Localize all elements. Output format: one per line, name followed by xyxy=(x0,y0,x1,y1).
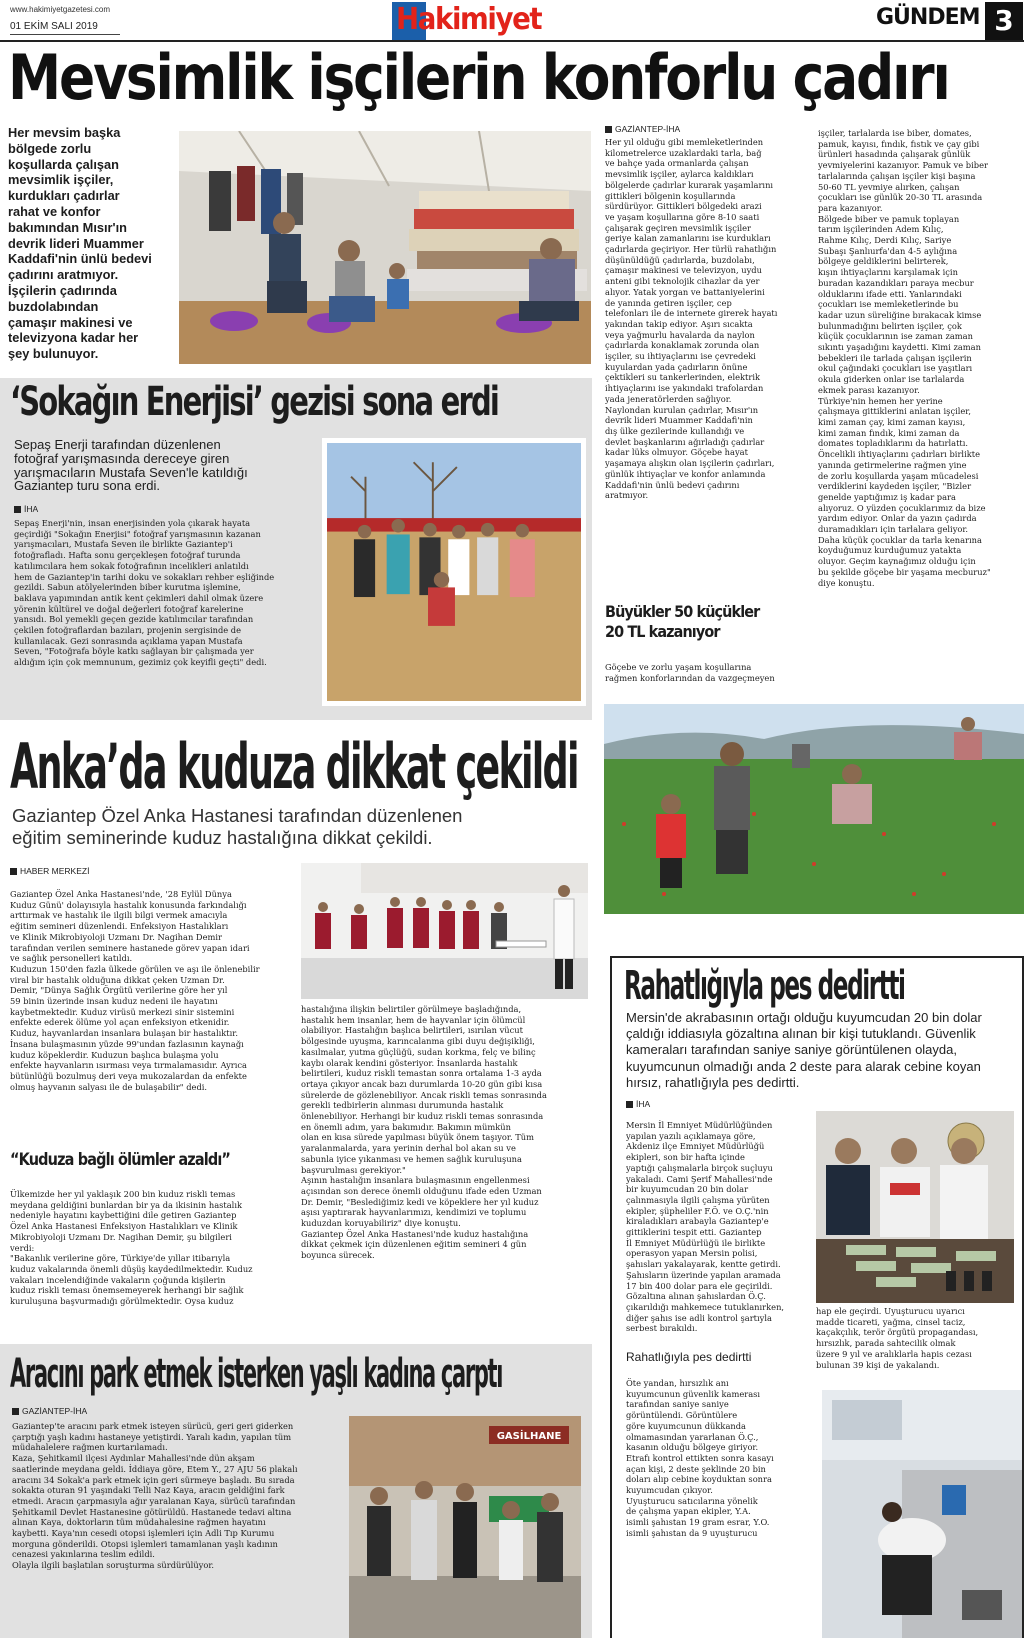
date-rule xyxy=(10,34,120,35)
anka-col1-text-2: Ülkemizde her yıl yaklaşık 200 bin kuduz riskli temas meydana geldiğini bunlardan bir ya da ikisinin hastalık nedeniyle hayatını kaybettiğini dile getiren Gaziantep Özel Anka Hastanesi Enfeksiyon Hastalıkları ve Klinik Mikrobiyoloji Uzmanı Dr. Nagihan Demir, şu bilgileri verdi: "Bakanlık verilerine göre, Türkiye'de yıllar itibarıyla kuduz vakalarında önemli düşüş kaydedilmektedir. Kuduz vakaları incelendiğinde vakaların çoğunda kişilerin kuduz riskli teması önemsemeyerek herhangi bir sağlık kuruluşuna başvurmadığı görülmektedir. Oysa kuduz xyxy=(10,1189,253,1307)
anka-photo-art xyxy=(301,863,588,999)
anka-subhead: “Kuduza bağlı ölümler azaldı” xyxy=(10,1150,231,1170)
sokak-panel xyxy=(0,378,592,720)
anka-headline: Anka’da kuduza dikkat çekildi xyxy=(10,730,578,803)
anka-col1-text: Gaziantep Özel Anka Hastanesi'nde, '28 Eylül Dünya Kuduz Günü' dolayısıyla hastalık konusunda farkındalığı arttırmak ve hastalık ile ilgili bilgi vermek amacıyla eğitim semineri düzenlendi. Enfeksiyon Hastalıkları ve Klinik Mikrobiyoloji Uzmanı Dr. Nagihan Demir tarafından verilen seminere hastanede görev yapan idari ve sağlık personelleri katıldı. Kuduzun 150'den fazla ülkede görülen ve aşı ile önlenebilir viral bir hastalık olduğuna dikkat çeken Uzman Dr. Demir, "Dünya Sağlık Örgütü verilerine göre her yıl 59 binin üzerinde insan kuduz nedeni ile hayatını kaybetmektedir. Kuduz virüsü merkezi sinir sistemini enfekte ederek ölüme yol açan enfeksiyon etkenidir. Kuduz, hayvanlardan insanlara bulaşan bir hastalıktır. İnsana bulaşmasının yüzde 99'undan fazlasının kaynağı kuduz köpeklerdir. Kuduzun başlıca bulaşma yolu enfekte hayvanların ısırması veya tırmalamasıdır. Ayrıca bütünlüğü bozulmuş deri veya mukozalardan da enfekte olmuş hayvanın salyası ile de bulaşabilir" dedi. xyxy=(10,889,260,1092)
issue-date: 01 EKİM SALI 2019 xyxy=(10,21,98,32)
rahatlik-source: İHA xyxy=(626,1099,650,1109)
cctv-photo xyxy=(822,1390,1022,1638)
sokak-text: Sepaş Enerji'nin, insan enerjisinden yola çıkarak hayata geçirdiği "Sokağın Enerjisi" fotoğraf yarışmasının kazanan yarışmacıları, Mustafa Seven ile birlikte Gaziantep'i fotoğrafladı. Hafta sonu gerçekleşen fotoğraf turunda katılımcılara hem sokak fotoğrafının incelikleri anlatıldı hem de Gaziantep'in tarihi doku ve sokakları rehber eşliğinde gezildi. Sabun atölyelerinden biber kurutma işlemine, baklava yapımından antik kent çekimleri dahil olmak üzere yörenin kültürel ve doğal değerleri fotoğraf karelerine yansıdı. Bol yemekli geçen gezide katılımcılar tarafından çekilen fotoğraflardan bazıları, projenin sergisinde de kullanılacak. Gezi sonrasında açıklama yapan Mustafa Seven, "Fotoğrafa böyle katkı sağlayan bir çalışmada yer aldığım için çok memnunum, gezimiz çok keyifli geçti" dedi. xyxy=(14,518,275,668)
main-subhead: Büyükler 50 küçükler 20 TL kazanıyor xyxy=(605,602,760,641)
rahatlik-subhead: Rahatlığıyla pes dedirtti xyxy=(626,1350,752,1364)
sokak-source: İHA xyxy=(14,504,38,514)
sokak-photo xyxy=(322,438,586,706)
rahatlik-lead: Mersin'de akrabasının ortağı olduğu kuyumcudan 20 bin dolar çaldığı iddiasıyla gözaltına alınan bir kişi tutuklandı. Güvenlik kameraları tarafından saniye saniye görüntülenen olayda, kuyumcunun olmadığı anda 2 deste para alarak cebine koyan hırsız, rahatlığıyla pes dedirtti. xyxy=(626,1010,982,1090)
rahatlik-col1-text: Mersin İl Emniyet Müdürlüğünden yapılan yazılı açıklamaya göre, Akdeniz ilçe Emniyet Müdürlüğü ekipleri, son bir hafta içinde yaptığı çalışmalarla birçok suçluyu yakaladı. Cami Şerif Mahallesi'nde bir kuyumcudan 20 bin dolar çalınmasıyla ilgili çalışma yürüten ekipler, şüpheliler F.Ö. ve O.Ç.'nin kiraladıkları arabayla Gaziantep'e gittiklerini tespit etti. Gaziantep İl Emniyet Müdürlüğü ile birlikte operasyon yapan Mersin polisi, şahısları yakalayarak, kentte getirdi. Şahısların üzerinde yapılan aramada 17 bin 400 dolar para ele geçirildi. Gözaltına alınan şahıslardan Ö.Ç. çıkarıldığı mahkemece tutuklanırken, diğer şahıs ise adli kontrol şartıyla serbest bırakıldı. xyxy=(626,1120,785,1334)
sokak-lead: Sepaş Enerji tarafından düzenlenen fotoğraf yarışmasında dereceye giren yarışmacıların Mustafa Seven'le katıldığı Gaziantep turu sona erdi. xyxy=(14,438,248,494)
rahatlik-headline: Rahatlığıyla pes dedirtti xyxy=(624,963,905,1009)
main-col2-text: işçiler, tarlalarda ise biber, domates, pamuk, kayısı, fındık, fıstık ve çay gibi ürünleri hasadında çalışarak günlük yevmiyelerini kazanıyor. Pamuk ve biber tarlalarında çalışan işçiler kişi başına 50-60 TL yevmiye alırken, çalışan çocukları ise günlük 20-30 TL arasında para kazanıyor. Bölgede biber ve pamuk toplayan tarım işçilerinden Adem Kılıç, Rahme Kılıç, Derdi Kılıç, Sariye Subaşı Şanlıurfa'dan 4-5 aylığına bölgeye geldiklerini belirterek, kışın ihtiyaçlarını karşılamak için buradan kazandıkları paraya mecbur olduklarını ifade etti. Yanlarındaki çocukları ise memleketlerinde bu kadar uzun süreliğine bırakacak kimse bulunmadığını belirten işçiler, çok küçük çocuklarının ise zaman zaman sıkıntı yaşadığını kaydetti. Kimi zaman bebekleri ile tarlada çalışan işçilerin okul çağındaki çocukları ise yaşıtları okula giderken onlar ise tarlalarda ekmek parası kazanıyor. Türkiye'nin hemen her yerine çalışmaya gittiklerini anlatan işçiler, kimi zaman çay, kimi zaman kayısı, kimi zaman fındık, kimi zaman da domates topladıklarını da hatırlattı. Öncelikli ihtiyaçlarını çadırları birlikte yanında getirmelerine rağmen yine de zorlu koşullarda yaşam mücadelesi verdiklerini kaydeden işçiler, "Bizler genelde yaptığımız iş kadar para alıyoruz. O yüzden çocuklarımız da bize yardım ediyor. Onlar da yazın çadırda duramadıkları için tarlalara geliyor. Daha küçük çocuklar da tarla kenarına koyduğumuz kurduğumuz yatakta oluyor. Geçim kaynağımız olduğu için bu şekilde göçebe bir yaşama mecburuz" diye konuştu. xyxy=(818,128,991,588)
main-col1-text: Her yıl olduğu gibi memleketlerinden kilometrelerce uzaklardaki tarla, bağ ve bahçe yada ormanlarda çalışan mevsimlik işçiler, aylarca kaldıkları bölgelerde çadırlar kurarak yaşamlarını gittikleri bölgenin koşullarında sürdürüyor. Gittikleri bölgedeki arazi ve yaşam koşullarına göre 8-10 saati çalışarak geçiren mevsimlik işçiler geriye kalan zamanlarını ise kurdukları çadırlarda geçiriyor. Her türlü rahatlığın düşünüldüğü çadırlarda, buzdolabı, çamaşır makinesi ve televizyon, uydu anteni gibi teknolojik cihazlar da yer alıyor. Yatak yorgan ve battaniyelerini de yanında getiren işçiler, cep telefonları ile de internete girerek hayatı yakından takip ediyor. Aşırı sıcakta veya yağmurlu havalarda da naylon çadırlarda konaklamak zorunda olan işçiler, su ihtiyaçlarını ise çevredeki kuyulardan yada çadırların önüne çektikleri su tankerlerinden, elektrik ihtiyaçlarını ise yakındaki trafolardan yada jeneratörlerden sağlıyor. Naylondan kurulan çadırlar, Mısır'ın devrik lideri Muammer Kaddafi'nin dış ülke gezilerinde kullandığı ve devlet başkanlarını ağırladığı çadırlar kadar lüks olmuyor. Göçebe hayat yaşamaya alışkın olan işçilerin çadırları, günlük ihtiyaçlar ve konfor anlamında Kaddafi'nin ünlü bedevi çadırını aratmıyor. xyxy=(605,137,778,501)
aracini-photo-art xyxy=(349,1416,581,1638)
sokak-headline: ‘Sokağın Enerjisi’ gezisi sona erdi xyxy=(10,379,499,425)
aracini-panel xyxy=(0,1344,592,1638)
section-title: GÜNDEM xyxy=(876,5,980,30)
aracini-headline: Aracını park etmek isterken yaşlı kadına çarptı xyxy=(10,1351,503,1397)
main-lead: Her mevsim başka bölgede zorlu koşullarda çalışan mevsimlik işçiler, kurdukları çadırlar rahat ve konfor bakımından Mısır'ın devrik lideri Muammer Kaddafi'nin ünlü bedevi çadırını aratmıyor. İşçilerin çadırında buzdolabından çamaşır makinesi ve televizyona kadar her şey bulunuyor. xyxy=(8,125,152,362)
tent-photo-art xyxy=(179,131,591,364)
sokak-photo-art xyxy=(327,443,581,701)
page-header xyxy=(0,0,1024,42)
main-col1-text-end: Göçebe ve zorlu yaşam koşullarına rağmen konforlarından da vazgeçmeyen xyxy=(605,662,775,683)
site-url: www.hakimiyetgazetesi.com xyxy=(10,5,111,14)
tent-photo xyxy=(179,131,591,364)
anka-source: HABER MERKEZİ xyxy=(10,866,89,876)
logo-text: Hakimiyet xyxy=(396,2,542,37)
suspects-photo-art xyxy=(816,1111,1014,1303)
field-photo xyxy=(604,704,1024,914)
anka-col2-text: hastalığına ilişkin belirtiler görülmeye başladığında, hastalık hem insanlar, hem de hayvanlar için ölümcül olabiliyor. Hastalığın başlıca belirtileri, ısırılan vücut bölgesinde uyuşma, karıncalanma gibi duyu değişikliği, kasılmalar, yutma güçlüğü, sudan korkma, felç ve bilinç kaybı olarak kendini gösteriyor. İnsanlarda hastalık belirtileri, kuduz riskli temastan sonra ortalama 1-3 ayda ortaya çıkıyor ancak bazı durumlarda 10-20 gün gibi kısa sürelerde de gözlenebiliyor. Ancak riskli temas sonrasında gerekli tedbirlerin alınması durumunda hastalık önlenebiliyor. Herhangi bir kuduz riskli temas sonrasında en önemli adım, yara bakımıdır. Bakımın mümkün olan en kısa sürede yapılması büyük önem taşıyor. Tüm yaralanmalarda, yara yerinin derhal bol akan su ve sabunla iyice yıkanması ve hemen sağlık kuruluşuna başvurulması gerekiyor." Aşının hastalığın insanlara bulaşmasının engellenmesi açısından son derece önemli olduğunu ifade eden Uzman Dr. Demir, "Beslediğimiz kedi ve köpeklere her yıl kuduz aşısı yaptırarak hayvanlarımızı, kendimizi ve toplumu kuduzdan koruyabiliriz" diye konuştu. Gaziantep Özel Anka Hastanesi'nde kuduz hastalığına dikkat çekmek için düzenlenen eğitim semineri 4 gün boyunca sürecek. xyxy=(301,1004,547,1261)
suspects-photo xyxy=(816,1111,1014,1303)
rahatlik-col1-text-2: Öte yandan, hırsızlık anı kuyumcunun güvenlik kamerası tarafından saniye saniye görüntülendi. Görüntülere göre kuyumcunun dükkanda olmamasından yararlanan Ö.Ç., kasanın olduğu bölgeye giriyor. Etrafı kontrol ettikten sonra kasayı açan kişi, 2 deste şeklinde 20 bin doları alıp cebine koyduktan sonra kuyumcudan çıkıyor. Uyuşturucu satıcılarına yönelik de çalışma yapan ekipler, Y.A. isimli şahıstan 19 gram esrar, Y.O. isimli şahıstan da 9 uyuşturucu xyxy=(626,1378,774,1538)
rahatlik-col2-text: hap ele geçirdi. Uyuşturucu uyarıcı madde ticareti, yağma, cinsel taciz, kaçakçılık, terör örgütü propagandası, hırsızlık, parada sahtecilik olmak üzere 9 yıl ve aralıklarla hapis cezası bulunan 39 kişi de yakalandı. xyxy=(816,1306,979,1370)
anka-photo xyxy=(301,863,588,999)
page-number-box: 3 xyxy=(985,2,1023,40)
gasilhane-sign: GASİLHANE xyxy=(496,1431,562,1442)
aracini-photo xyxy=(349,1416,581,1638)
aracini-text: Gaziantep'te aracını park etmek isteyen sürücü, geri geri giderken çarptığı yaşlı kadını hastaneye yetiştirdi. Yaralı kadın, yapılan tüm müdahalelere rağmen kurtarılamadı. Kaza, Şehitkamil ilçesi Aydınlar Mahallesi'nde dün akşam saatlerinde meydana geldi. İddiaya göre, Etem Y., 27 AJU 56 plakalı aracını 34 Sokak'a park etmek için geri sürmeye başladı. Bu sırada sokakta oturan 91 yaşındaki Telli Naz Kaya, aracın geldiğini fark etmedi. Aracın çarpmasıyla ağır yaralanan Kaya, sürücü tarafından Şehitkamil Devlet Hastanesine götürüldü. Hastanede tedavi altına alınan Kaya, doktorların tüm müdahalesine rağmen hayatını kaybetti. Kaya'nın cesedi otopsi işlemleri için Adli Tıp Kurumu morguna gönderildi. Otopsi işlemleri tamamlanan yaşlı kadının cenazesi yakınlarına teslim edildi. Olayla ilgili başlatılan soruşturma sürdürülüyor. xyxy=(12,1421,298,1571)
rahatlik-panel xyxy=(610,956,1024,1638)
aracini-source: GAZİANTEP-İHA xyxy=(12,1406,87,1416)
field-photo-art xyxy=(604,704,1024,914)
cctv-photo-art xyxy=(822,1390,1022,1638)
logo xyxy=(392,2,582,40)
main-headline: Mevsimlik işçilerin konforlu çadırı xyxy=(8,41,949,114)
anka-lead: Gaziantep Özel Anka Hastanesi tarafından düzenlenen eğitim seminerinde kuduz hastalığına dikkat çekildi. xyxy=(12,805,463,848)
main-source: GAZİANTEP-İHA xyxy=(605,124,680,134)
